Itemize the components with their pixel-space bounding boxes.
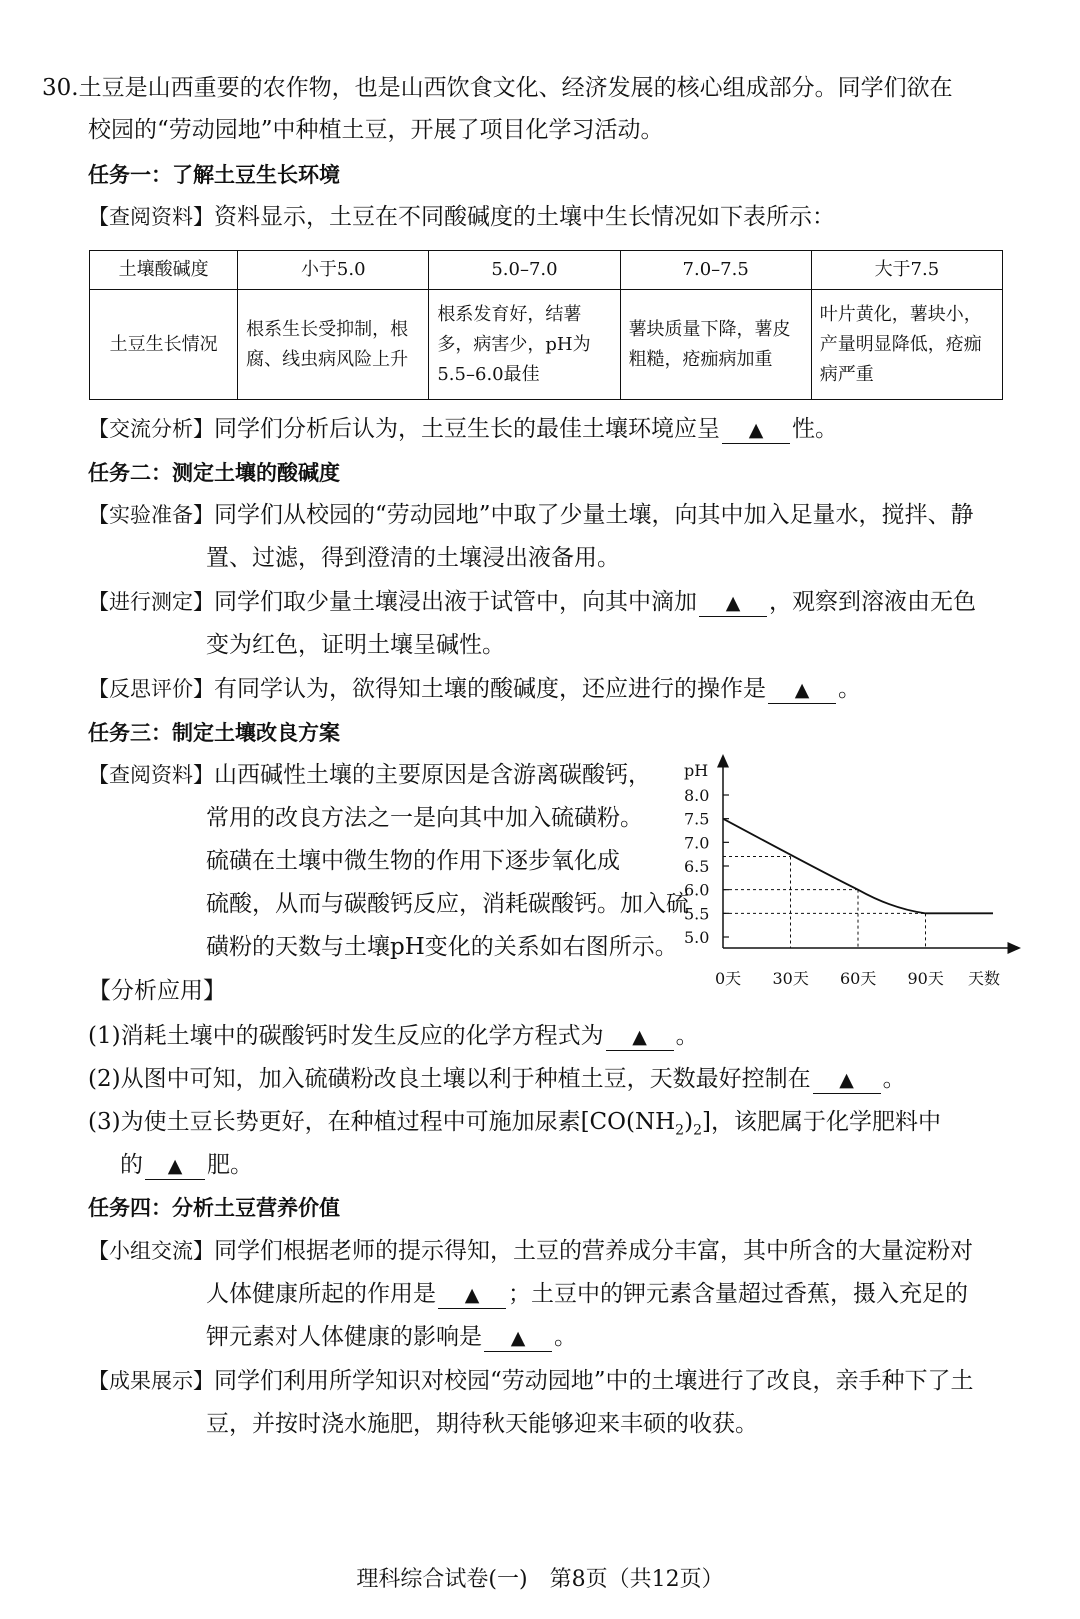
task3-q1 bbox=[88, 1018, 699, 1054]
question-intro-line2: 校园的“劳动园地”中种植土豆，开展了项目化学习活动。 bbox=[88, 117, 664, 143]
analysis-tag: 【交流分析】 bbox=[88, 417, 214, 441]
task4-result-line1 bbox=[88, 1363, 974, 1399]
answer-blank[interactable]: ▲ bbox=[722, 417, 790, 444]
answer-blank[interactable]: ▲ bbox=[145, 1153, 205, 1180]
answer-blank[interactable]: ▲ bbox=[768, 677, 836, 704]
task2-prep-line1 bbox=[88, 497, 974, 533]
reference-tag: 【查阅资料】 bbox=[88, 763, 214, 787]
answer-blank[interactable]: ▲ bbox=[699, 590, 767, 617]
prep-tag: 【实验准备】 bbox=[88, 503, 214, 527]
group-text-end: ；土豆中的钾元素含量超过香蕉，摄入充足的 bbox=[508, 1281, 968, 1307]
cell-line: 多，病害少，pH为 bbox=[437, 333, 591, 355]
q3-text-end: ]，该肥属于化学肥料中 bbox=[702, 1109, 941, 1135]
q2-text-end: 。 bbox=[882, 1066, 906, 1092]
reflect-tag: 【反思评价】 bbox=[88, 677, 214, 701]
measure-text: 同学们取少量土壤浸出液于试管中，向其中滴加 bbox=[214, 589, 697, 615]
cell-line: 病严重 bbox=[819, 363, 874, 385]
task3-title: 任务三：制定土壤改良方案 bbox=[88, 721, 340, 745]
intro-text-1: 土豆是山西重要的农作物，也是山西饮食文化、经济发展的核心组成部分。同学们欲在 bbox=[78, 75, 953, 101]
subscript: 2 bbox=[693, 1122, 702, 1139]
q3-line2-end: 肥。 bbox=[207, 1152, 253, 1178]
y-tick-label: 8.0 bbox=[684, 786, 710, 805]
q3-text: (3)为使土豆长势更好，在种植过程中可施加尿素[CO(NH bbox=[88, 1109, 676, 1135]
task4-group-line1 bbox=[88, 1233, 973, 1269]
result-text: 同学们利用所学知识对校园“劳动园地”中的土壤进行了改良，亲手种下了土 bbox=[214, 1368, 974, 1394]
ph-vs-days-chart bbox=[680, 752, 1025, 997]
task1-title: 任务一：了解土豆生长环境 bbox=[88, 163, 340, 187]
cell-line: 粗糙，疮痂病加重 bbox=[628, 348, 773, 370]
task1-reference bbox=[88, 199, 835, 235]
x-tick-label: 0天 bbox=[715, 969, 742, 988]
q3-line2-text: 的 bbox=[120, 1152, 143, 1178]
prep-text: 同学们从校园的“劳动园地”中取了少量土壤，向其中加入足量水，搅拌、静 bbox=[214, 502, 974, 528]
x-tick-label: 60天 bbox=[840, 969, 877, 988]
answer-blank[interactable]: ▲ bbox=[484, 1325, 552, 1352]
task4-result-line2: 豆，并按时浇水施肥，期待秋天能够迎来丰硕的收获。 bbox=[206, 1411, 758, 1437]
result-tag: 【成果展示】 bbox=[88, 1369, 214, 1393]
task3-ref-line1 bbox=[88, 757, 651, 793]
question-intro-line1 bbox=[42, 70, 953, 106]
answer-blank[interactable]: ▲ bbox=[813, 1067, 881, 1094]
task4-title: 任务四：分析土豆营养价值 bbox=[88, 1196, 340, 1220]
table-header-cell: 土壤酸碱度 bbox=[90, 251, 238, 290]
table-header-cell: 5.0–7.0 bbox=[429, 251, 620, 290]
table-cell bbox=[620, 290, 811, 400]
ph-curve bbox=[723, 819, 993, 914]
task3-ref-line5: 磺粉的天数与土壤pH变化的关系如右图所示。 bbox=[206, 934, 678, 960]
task3-q3-line1 bbox=[88, 1104, 941, 1149]
q3-paren: ) bbox=[684, 1109, 694, 1135]
cell-line: 产量明显降低，疮痂 bbox=[819, 333, 982, 355]
y-tick-label: 6.0 bbox=[684, 880, 710, 900]
group-text: 钾元素对人体健康的影响是 bbox=[206, 1324, 482, 1350]
y-tick-label: 5.0 bbox=[684, 928, 710, 947]
task3-ref-line3: 硫磺在土壤中微生物的作用下逐步氧化成 bbox=[206, 848, 620, 874]
task4-group-line3 bbox=[206, 1319, 577, 1355]
measure-tag: 【进行测定】 bbox=[88, 590, 214, 614]
cell-line: 叶片黄化，薯块小， bbox=[819, 303, 982, 325]
task1-analysis bbox=[88, 411, 838, 447]
q2-text: (2)从图中可知，加入硫磺粉改良土壤以利于种植土豆，天数最好控制在 bbox=[88, 1066, 811, 1092]
x-tick-label: 30天 bbox=[772, 969, 809, 988]
page-footer: 理科综合试卷(一) 第8页（共12页） bbox=[356, 1567, 724, 1592]
y-tick-label: 7.0 bbox=[684, 833, 710, 853]
soil-ph-table bbox=[89, 250, 1003, 400]
table-cell bbox=[811, 290, 1002, 400]
y-tick-label: 7.5 bbox=[684, 809, 710, 829]
task2-reflect bbox=[88, 671, 861, 707]
cell-line: 根系发育好，结薯 bbox=[437, 303, 582, 325]
question-number: 30. bbox=[42, 75, 79, 101]
table-cell bbox=[238, 290, 429, 400]
measure-text-end: ，观察到溶液由无色 bbox=[769, 589, 976, 615]
answer-blank[interactable]: ▲ bbox=[606, 1024, 674, 1051]
task2-title: 任务二：测定土壤的酸碱度 bbox=[88, 461, 340, 485]
apply-tag: 【分析应用】 bbox=[88, 978, 226, 1004]
q1-text-end: 。 bbox=[675, 1023, 699, 1049]
y-tick-label: 5.5 bbox=[684, 904, 710, 924]
table-header-cell: 小于5.0 bbox=[238, 251, 429, 290]
reference-text: 山西碱性土壤的主要原因是含游离碳酸钙， bbox=[214, 762, 651, 788]
q1-text: (1)消耗土壤中的碳酸钙时发生反应的化学方程式为 bbox=[88, 1023, 604, 1049]
group-text-end: 。 bbox=[554, 1324, 577, 1350]
table-row bbox=[90, 290, 1003, 400]
analysis-text-end: 性。 bbox=[792, 416, 838, 442]
cell-line: 根系生长受抑制，根 bbox=[246, 318, 409, 340]
x-axis-label: 天数 bbox=[968, 969, 1001, 988]
task3-ref-line4: 硫酸，从而与碳酸钙反应，消耗碳酸钙。加入硫 bbox=[206, 891, 689, 917]
table-header-row bbox=[90, 251, 1003, 290]
reference-text: 资料显示，土豆在不同酸碱度的土壤中生长情况如下表所示： bbox=[214, 204, 835, 230]
table-header-cell: 7.0–7.5 bbox=[620, 251, 811, 290]
table-row-label: 土豆生长情况 bbox=[90, 290, 238, 400]
group-text: 同学们根据老师的提示得知，土豆的营养成分丰富，其中所含的大量淀粉对 bbox=[214, 1238, 973, 1264]
x-tick-label: 90天 bbox=[907, 969, 944, 988]
y-axis-label: pH bbox=[684, 761, 709, 780]
group-tag: 【小组交流】 bbox=[88, 1239, 214, 1263]
table-header-cell: 大于7.5 bbox=[811, 251, 1002, 290]
analysis-text: 同学们分析后认为，土豆生长的最佳土壤环境应呈 bbox=[214, 416, 720, 442]
task2-measure-line1 bbox=[88, 584, 976, 620]
cell-line: 5.5–6.0最佳 bbox=[437, 363, 540, 385]
task4-group-line2 bbox=[206, 1276, 968, 1312]
task2-prep-line2: 置、过滤，得到澄清的土壤浸出液备用。 bbox=[206, 545, 620, 571]
answer-blank[interactable]: ▲ bbox=[438, 1282, 506, 1309]
task3-q3-line2 bbox=[120, 1147, 253, 1183]
table-cell bbox=[429, 290, 620, 400]
task2-measure-line2: 变为红色，证明土壤呈碱性。 bbox=[206, 632, 505, 658]
cell-line: 薯块质量下降，薯皮 bbox=[628, 318, 791, 340]
reference-tag: 【查阅资料】 bbox=[88, 205, 214, 229]
task3-q2 bbox=[88, 1061, 906, 1097]
task3-ref-line2: 常用的改良方法之一是向其中加入硫磺粉。 bbox=[206, 805, 643, 831]
group-text: 人体健康所起的作用是 bbox=[206, 1281, 436, 1307]
reflect-text: 有同学认为，欲得知土壤的酸碱度，还应进行的操作是 bbox=[214, 676, 766, 702]
y-tick-label: 6.5 bbox=[684, 857, 710, 876]
subscript: 2 bbox=[675, 1122, 685, 1139]
cell-line: 腐、线虫病风险上升 bbox=[246, 348, 409, 370]
reflect-text-end: 。 bbox=[838, 676, 861, 702]
